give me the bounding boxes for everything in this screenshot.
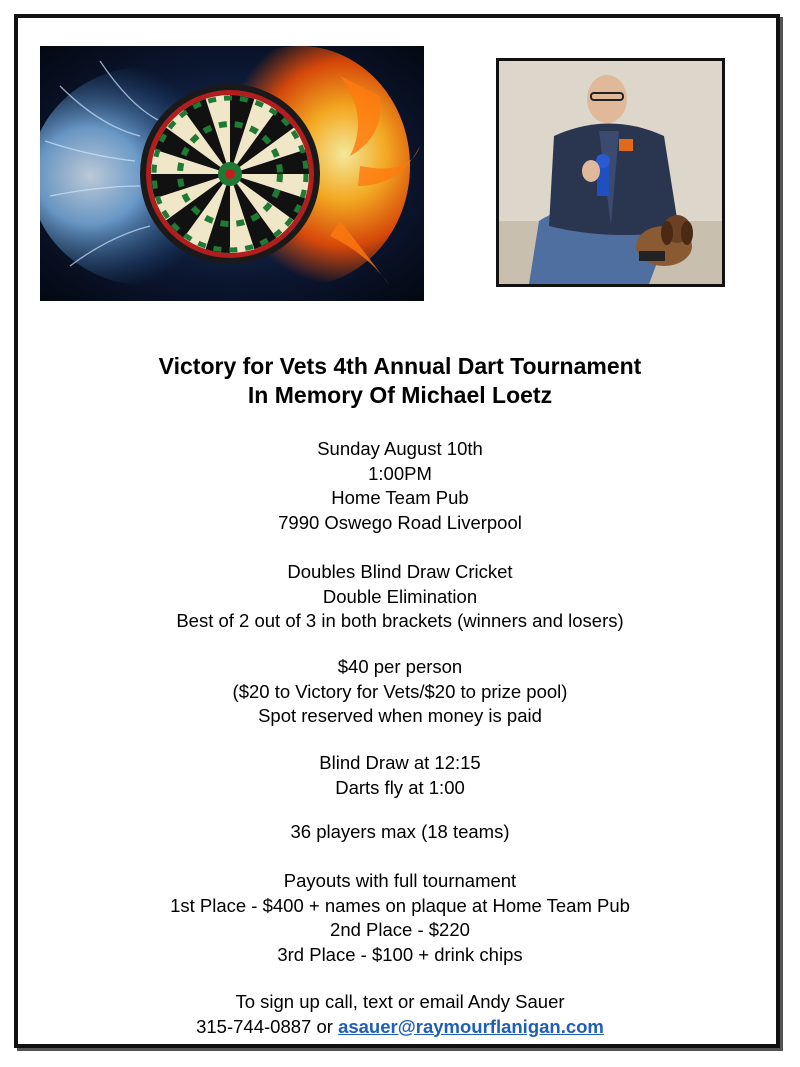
- cost-details: [14, 655, 786, 729]
- payout-first: 1st Place - $400 + names on plaque at Home Team Pub: [170, 894, 630, 916]
- contact-line-2: [14, 1015, 786, 1040]
- cost-line-3: Spot reserved when money is paid: [258, 705, 542, 726]
- capacity-line: 36 players max (18 teams): [290, 821, 510, 842]
- event-time: 1:00PM: [368, 462, 432, 484]
- payout-heading: Payouts with full tournament: [283, 870, 517, 891]
- contact-phone: 315-744-0887 or: [196, 1015, 339, 1037]
- email-link[interactable]: asauer@raymourflanigan.com: [338, 1015, 604, 1037]
- event-title: [14, 352, 786, 410]
- cost-line-1: $40 per person: [337, 656, 463, 677]
- title-line-2: In Memory Of Michael Loetz: [247, 382, 553, 408]
- dartboard-image: [40, 46, 424, 301]
- contact-details: [14, 990, 786, 1039]
- schedule-line-2: Darts fly at 1:00: [335, 776, 465, 798]
- cost-line-2: ($20 to Victory for Vets/$20 to prize pool): [232, 680, 568, 702]
- event-details: [14, 437, 786, 535]
- format-details: [14, 560, 786, 634]
- format-line-1: Doubles Blind Draw Cricket: [287, 561, 513, 582]
- format-line-3: Best of 2 out of 3 in both brackets (winners and losers): [176, 610, 624, 631]
- capacity-details: [14, 820, 786, 845]
- contact-line-1: To sign up call, text or email Andy Sauer: [235, 991, 565, 1012]
- event-date: Sunday August 10th: [317, 438, 483, 459]
- payout-second: 2nd Place - $220: [330, 919, 470, 940]
- schedule-line-1: Blind Draw at 12:15: [319, 752, 481, 773]
- schedule-details: [14, 751, 786, 800]
- event-address: 7990 Oswego Road Liverpool: [278, 511, 522, 533]
- title-line-1: Victory for Vets 4th Annual Dart Tournament: [158, 353, 642, 379]
- payout-third: 3rd Place - $100 + drink chips: [277, 943, 523, 965]
- event-venue: Home Team Pub: [331, 487, 469, 508]
- portrait-photo: [496, 58, 725, 287]
- format-line-2: Double Elimination: [322, 585, 478, 607]
- payout-details: [14, 869, 786, 967]
